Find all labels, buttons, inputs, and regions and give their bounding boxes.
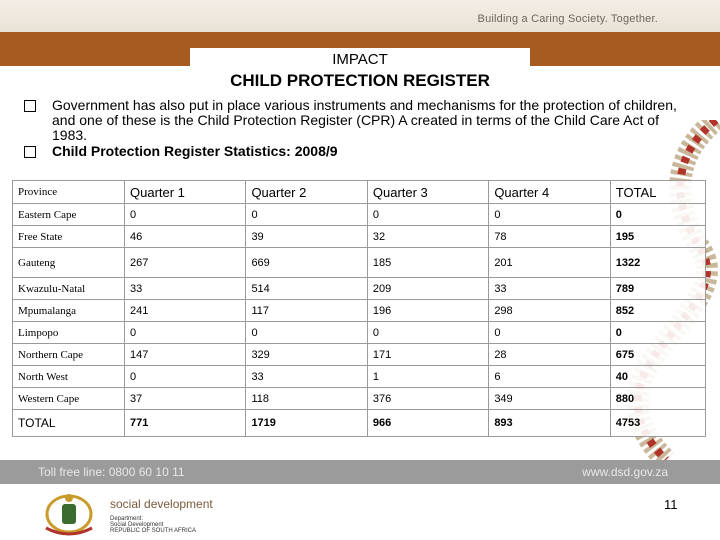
table-header-row xyxy=(13,181,706,204)
bullet-item xyxy=(20,144,690,159)
table-cell: 147 xyxy=(125,344,246,366)
checkbox-bullet-icon xyxy=(24,146,36,158)
table-cell: 37 xyxy=(125,388,246,410)
table-cell: 0 xyxy=(489,322,610,344)
province-cell: Northern Cape xyxy=(13,344,125,366)
province-cell: Free State xyxy=(13,226,125,248)
table-cell: 1 xyxy=(367,366,488,388)
table-cell: 329 xyxy=(246,344,367,366)
province-cell: Limpopo xyxy=(13,322,125,344)
coat-of-arms-icon xyxy=(38,488,100,538)
total-cell: 880 xyxy=(610,388,705,410)
table-cell: 185 xyxy=(367,248,488,278)
table-cell: 201 xyxy=(489,248,610,278)
page-title: CHILD PROTECTION REGISTER xyxy=(230,71,490,90)
table-cell: 349 xyxy=(489,388,610,410)
table-cell: 6 xyxy=(489,366,610,388)
table-cell: 33 xyxy=(246,366,367,388)
table-cell: 171 xyxy=(367,344,488,366)
table-row xyxy=(13,204,706,226)
bullet-text: Child Protection Register Statistics: 2008/9 xyxy=(52,143,338,159)
department-text xyxy=(110,516,196,534)
total-cell: 675 xyxy=(610,344,705,366)
website-link[interactable]: www.dsd.gov.za xyxy=(582,465,668,479)
header-q1: Quarter 1 xyxy=(125,181,246,204)
dept-line-2: Social Development xyxy=(110,522,164,528)
table-cell: 46 xyxy=(125,226,246,248)
tagline: Building a Caring Society. Together. xyxy=(477,13,658,25)
table-cell: 0 xyxy=(125,322,246,344)
total-cell: 852 xyxy=(610,300,705,322)
header-q2: Quarter 2 xyxy=(246,181,367,204)
dept-line-1: Department: xyxy=(110,516,144,522)
footer-bar xyxy=(0,460,720,484)
table-cell: 771 xyxy=(125,410,246,437)
table-cell: 39 xyxy=(246,226,367,248)
bullet-list xyxy=(20,98,690,160)
table-cell: 0 xyxy=(246,322,367,344)
total-cell: 0 xyxy=(610,204,705,226)
table-row xyxy=(13,344,706,366)
table-cell: 241 xyxy=(125,300,246,322)
total-cell: 1322 xyxy=(610,248,705,278)
total-cell: 195 xyxy=(610,226,705,248)
province-cell: Kwazulu-Natal xyxy=(13,278,125,300)
dept-line-3: REPUBLIC OF SOUTH AFRICA xyxy=(110,528,197,534)
total-cell: 40 xyxy=(610,366,705,388)
table-row xyxy=(13,366,706,388)
bullet-text: Government has also put in place various instruments and mechanisms for the protection of children, and one of these is the Child Protection Register (CPR) A created in terms of the Child Care Act of 1983. xyxy=(52,97,677,143)
header-province: Province xyxy=(13,181,125,204)
table-cell: 514 xyxy=(246,278,367,300)
table-total-row xyxy=(13,410,706,437)
table-cell: 209 xyxy=(367,278,488,300)
table-cell: 669 xyxy=(246,248,367,278)
header-q3: Quarter 3 xyxy=(367,181,488,204)
total-cell: 4753 xyxy=(610,410,705,437)
province-cell: Western Cape xyxy=(13,388,125,410)
table-cell: 0 xyxy=(125,366,246,388)
table-row xyxy=(13,226,706,248)
table-row xyxy=(13,278,706,300)
table-cell: 0 xyxy=(246,204,367,226)
table-cell: 1719 xyxy=(246,410,367,437)
table-cell: 0 xyxy=(125,204,246,226)
header-q4: Quarter 4 xyxy=(489,181,610,204)
title-block xyxy=(190,48,530,98)
table-cell: 893 xyxy=(489,410,610,437)
province-cell: Mpumalanga xyxy=(13,300,125,322)
top-banner xyxy=(0,0,720,32)
table-cell: 117 xyxy=(246,300,367,322)
table-cell: 118 xyxy=(246,388,367,410)
province-cell: TOTAL xyxy=(13,410,125,437)
table-row xyxy=(13,248,706,278)
table-cell: 966 xyxy=(367,410,488,437)
province-cell: North West xyxy=(13,366,125,388)
page-number: 11 xyxy=(664,497,678,512)
checkbox-bullet-icon xyxy=(24,100,36,112)
tollfree-line: Toll free line: 0800 60 10 11 xyxy=(38,465,185,479)
table-cell: 32 xyxy=(367,226,488,248)
province-cell: Gauteng xyxy=(13,248,125,278)
table-cell: 298 xyxy=(489,300,610,322)
table-cell: 78 xyxy=(489,226,610,248)
total-cell: 0 xyxy=(610,322,705,344)
table-cell: 0 xyxy=(367,322,488,344)
title-line-1: IMPACT xyxy=(332,51,388,68)
total-cell: 789 xyxy=(610,278,705,300)
table-cell: 267 xyxy=(125,248,246,278)
header-total: TOTAL xyxy=(610,181,705,204)
table-row xyxy=(13,388,706,410)
brand-name: social development xyxy=(110,497,213,511)
table-row xyxy=(13,300,706,322)
table-cell: 0 xyxy=(367,204,488,226)
table-cell: 0 xyxy=(489,204,610,226)
province-cell: Eastern Cape xyxy=(13,204,125,226)
table-cell: 33 xyxy=(489,278,610,300)
statistics-table xyxy=(12,180,706,437)
table-cell: 196 xyxy=(367,300,488,322)
table-cell: 28 xyxy=(489,344,610,366)
table-cell: 376 xyxy=(367,388,488,410)
table-row xyxy=(13,322,706,344)
table-cell: 33 xyxy=(125,278,246,300)
bullet-item xyxy=(20,98,690,143)
